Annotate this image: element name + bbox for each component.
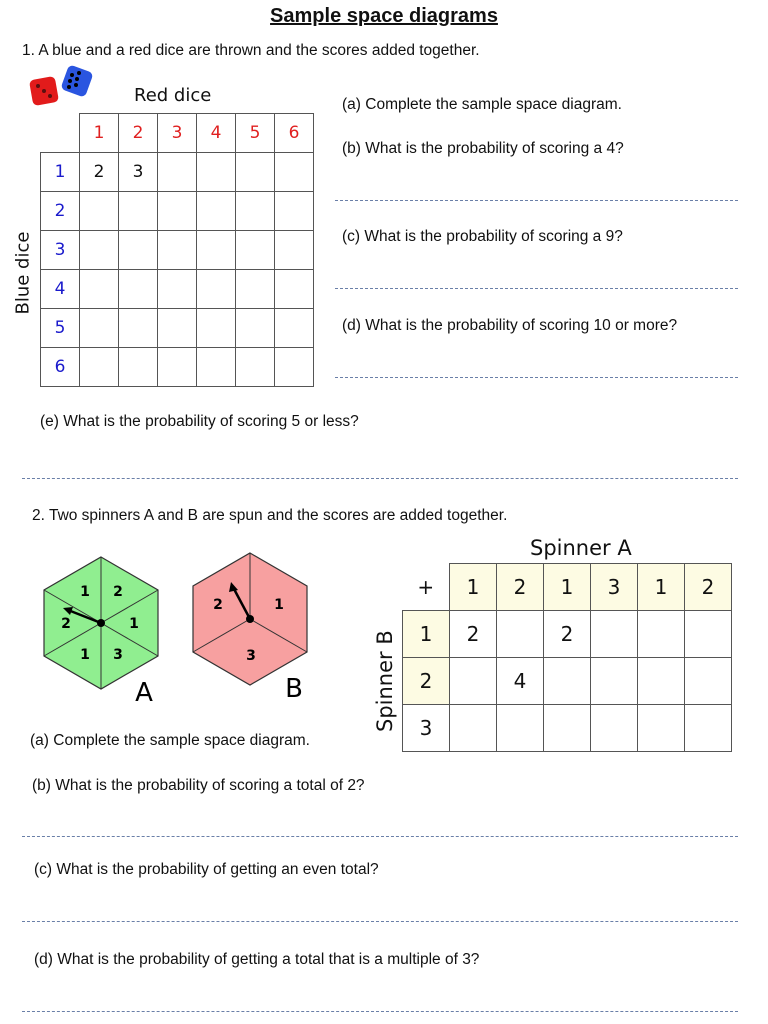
q2-a: (a) Complete the sample space diagram. <box>30 732 310 749</box>
sum-cell[interactable] <box>275 231 314 270</box>
q1-e: (e) What is the probability of scoring 5 or less? <box>40 413 359 430</box>
spinner-a-header: 3 <box>591 564 638 611</box>
sum-cell[interactable] <box>544 705 591 752</box>
blue-dice-header: 6 <box>41 348 80 387</box>
spinner-a-sector-label: 2 <box>61 616 71 632</box>
sum-cell[interactable] <box>236 153 275 192</box>
sum-cell[interactable] <box>158 231 197 270</box>
sum-cell[interactable] <box>638 611 685 658</box>
sum-cell[interactable] <box>119 192 158 231</box>
sum-cell[interactable] <box>197 231 236 270</box>
q1-a: (a) Complete the sample space diagram. <box>342 96 622 113</box>
sum-cell[interactable] <box>497 611 544 658</box>
sum-cell[interactable] <box>197 153 236 192</box>
sum-cell[interactable] <box>275 153 314 192</box>
red-dice-header: 5 <box>236 114 275 153</box>
blue-dice-header: 5 <box>41 309 80 348</box>
answer-line-q2d[interactable] <box>22 1011 738 1012</box>
spinner-a <box>44 557 158 708</box>
spinner-a-header: 2 <box>685 564 732 611</box>
q2-intro: 2. Two spinners A and B are spun and the scores are added together. <box>32 507 508 524</box>
corner-cell <box>41 114 80 153</box>
spinners-figure <box>30 545 330 715</box>
sum-cell[interactable] <box>197 270 236 309</box>
sum-cell[interactable] <box>197 192 236 231</box>
sum-cell[interactable] <box>544 658 591 705</box>
answer-line-q1d[interactable] <box>335 377 738 378</box>
sum-cell[interactable] <box>275 348 314 387</box>
spinner-sample-space-table <box>402 563 732 752</box>
red-dice-header: 4 <box>197 114 236 153</box>
blue-dice-header: 1 <box>41 153 80 192</box>
sum-cell[interactable] <box>119 348 158 387</box>
spinner-b-title: Spinner B <box>373 630 397 732</box>
spinner-a-header: 1 <box>638 564 685 611</box>
spinner-b-header: 1 <box>403 611 450 658</box>
table-row <box>41 270 314 309</box>
spinner-a-title: Spinner A <box>530 536 632 560</box>
sum-cell[interactable] <box>591 611 638 658</box>
blue-dice-header: 3 <box>41 231 80 270</box>
sum-cell[interactable] <box>236 270 275 309</box>
sum-cell[interactable] <box>275 270 314 309</box>
q1-d: (d) What is the probability of scoring 10 or more? <box>342 317 678 334</box>
sum-cell[interactable] <box>236 348 275 387</box>
sum-cell[interactable] <box>158 348 197 387</box>
spinner-a-sector-label: 1 <box>80 647 90 663</box>
answer-line-q1b[interactable] <box>335 200 738 201</box>
sum-cell[interactable] <box>591 705 638 752</box>
sum-cell[interactable] <box>450 705 497 752</box>
sum-cell[interactable] <box>638 705 685 752</box>
sum-cell[interactable] <box>80 348 119 387</box>
spinner-a-label: A <box>135 678 153 708</box>
dice-icon <box>28 64 100 110</box>
sum-cell[interactable] <box>236 231 275 270</box>
red-dice-header: 1 <box>80 114 119 153</box>
sum-cell[interactable] <box>119 270 158 309</box>
plus-corner: + <box>417 574 435 599</box>
red-dice-header: 6 <box>275 114 314 153</box>
page-title: Sample space diagrams <box>270 5 498 27</box>
sum-cell[interactable] <box>685 611 732 658</box>
spinner-b-sector-label: 2 <box>213 597 223 613</box>
sum-cell[interactable] <box>197 309 236 348</box>
spinner-b-header: 2 <box>403 658 450 705</box>
spinner-b <box>193 553 307 704</box>
sum-cell[interactable] <box>119 309 158 348</box>
red-dice-header: 3 <box>158 114 197 153</box>
sum-cell[interactable]: 2 <box>544 611 591 658</box>
sum-cell[interactable] <box>119 231 158 270</box>
spinner-a-header: 2 <box>497 564 544 611</box>
answer-line-q1c[interactable] <box>335 288 738 289</box>
spinner-a-header: 1 <box>544 564 591 611</box>
red-dice-header: 2 <box>119 114 158 153</box>
table-row <box>403 611 732 658</box>
q2-c: (c) What is the probability of getting an even total? <box>34 861 379 878</box>
sum-cell[interactable]: 4 <box>497 658 544 705</box>
sum-cell[interactable] <box>275 192 314 231</box>
sum-cell[interactable]: 2 <box>80 153 119 192</box>
spinner-b-sector-label: 1 <box>274 597 284 613</box>
table-row <box>41 348 314 387</box>
q2-d: (d) What is the probability of getting a total that is a multiple of 3? <box>34 951 480 968</box>
blue-dice-header: 2 <box>41 192 80 231</box>
spinner-a-sector-label: 1 <box>80 584 90 600</box>
blue-dice-header: 4 <box>41 270 80 309</box>
spinner-a-header: 1 <box>450 564 497 611</box>
q2-b: (b) What is the probability of scoring a total of 2? <box>32 777 365 794</box>
sum-cell[interactable] <box>158 192 197 231</box>
dice-sample-space-table <box>40 113 314 387</box>
spinner-b-sector-label: 3 <box>246 648 256 664</box>
table-row <box>41 309 314 348</box>
spinner-b-header: 3 <box>403 705 450 752</box>
q1-intro: 1. A blue and a red dice are thrown and the scores added together. <box>22 42 480 59</box>
red-dice-label: Red dice <box>134 85 212 106</box>
q1-c: (c) What is the probability of scoring a 9? <box>342 228 623 245</box>
sum-cell[interactable] <box>638 658 685 705</box>
sum-cell[interactable] <box>450 658 497 705</box>
answer-line-q2b[interactable] <box>22 836 738 837</box>
sum-cell[interactable] <box>80 309 119 348</box>
sum-cell[interactable] <box>197 348 236 387</box>
sum-cell[interactable] <box>497 705 544 752</box>
sum-cell[interactable] <box>158 309 197 348</box>
sum-cell[interactable] <box>591 658 638 705</box>
table-row <box>41 231 314 270</box>
sum-cell[interactable] <box>80 231 119 270</box>
sum-cell[interactable] <box>685 658 732 705</box>
spinner-a-sector-label: 1 <box>129 616 139 632</box>
sum-cell[interactable] <box>275 309 314 348</box>
spinner-a-sector-label: 2 <box>113 584 123 600</box>
table-row <box>41 192 314 231</box>
sum-cell[interactable] <box>80 192 119 231</box>
sum-cell[interactable]: 2 <box>450 611 497 658</box>
sum-cell[interactable] <box>236 309 275 348</box>
table-row <box>41 153 314 192</box>
sum-cell[interactable] <box>158 153 197 192</box>
answer-line-q2c[interactable] <box>22 921 738 922</box>
sum-cell[interactable] <box>236 192 275 231</box>
sum-cell[interactable] <box>685 705 732 752</box>
sum-cell[interactable] <box>80 270 119 309</box>
table-row <box>403 658 732 705</box>
q1-b: (b) What is the probability of scoring a 4? <box>342 140 624 157</box>
spinner-a-sector-label: 3 <box>113 647 123 663</box>
blue-dice-label: Blue dice <box>12 231 34 315</box>
table-row <box>403 705 732 752</box>
sum-cell[interactable] <box>158 270 197 309</box>
spinner-b-label: B <box>285 674 303 704</box>
sum-cell[interactable]: 3 <box>119 153 158 192</box>
answer-line-q1e[interactable] <box>22 478 738 479</box>
